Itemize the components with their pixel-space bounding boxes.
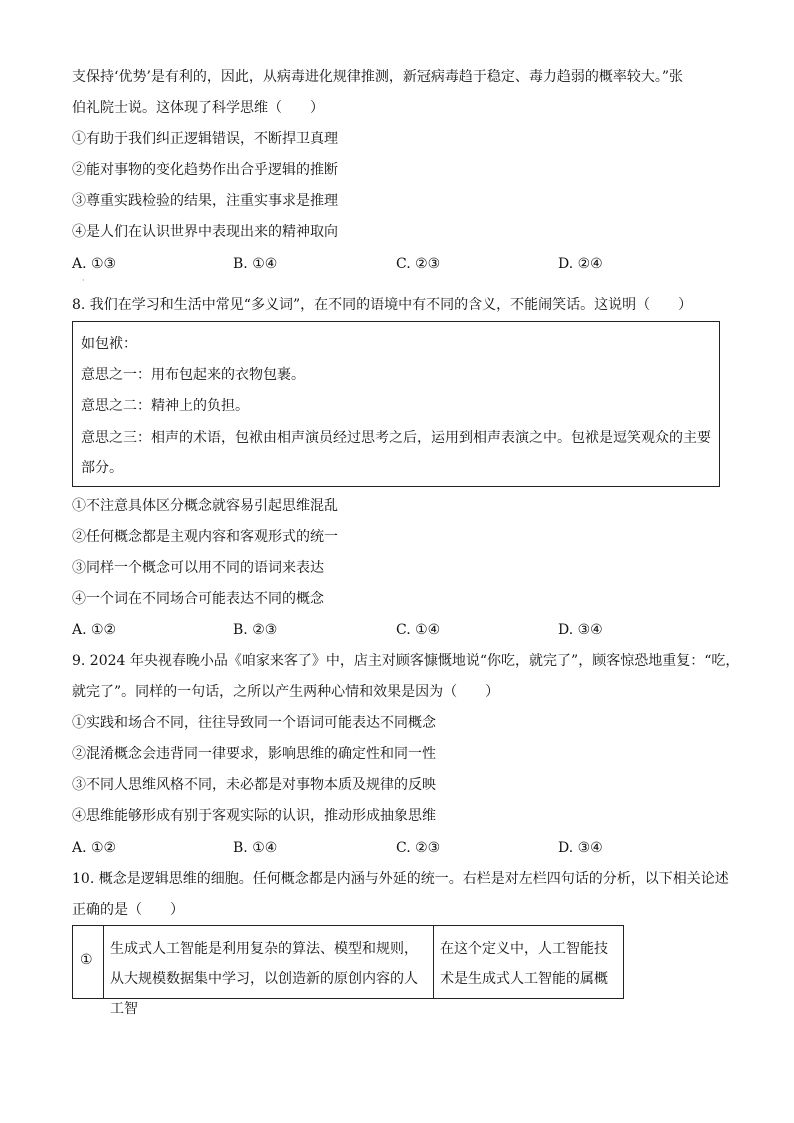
q10-right-text: 在这个定义中，人工智能技术是生成式人工智能的属概 xyxy=(440,941,608,987)
q10-row-number: ① xyxy=(80,952,93,968)
q9-option-b[interactable]: B. ①④ xyxy=(233,840,278,856)
q10-table-number-cell xyxy=(73,926,104,998)
q8-options xyxy=(72,620,712,640)
q10-table-right-cell xyxy=(434,926,623,998)
q8-statement-2: ②任何概念都是主观内容和客观形式的统一 xyxy=(72,529,338,545)
q7-statement-1: ①有助于我们纠正逻辑错误，不断捍卫真理 xyxy=(72,131,338,147)
q8-box-line-1: 如包袱： xyxy=(81,336,137,352)
q7-option-d[interactable]: D. ②④ xyxy=(558,256,603,272)
q9-statement-3: ③不同人思维风格不同，未必都是对事物本质及规律的反映 xyxy=(72,777,436,793)
q8-statement-1: ①不注意具体区分概念就容易引起思维混乱 xyxy=(72,498,338,514)
q7-statement-4: ④是人们在认识世界中表现出来的精神取向 xyxy=(72,224,338,240)
q10-table-left-cell xyxy=(104,926,434,1017)
q8-material-box xyxy=(72,321,720,487)
q9-statement-1: ①实践和场合不同，往往导致同一个语词可能表达不同概念 xyxy=(72,715,436,731)
stray-dot-mark: · xyxy=(82,276,85,285)
q7-statement-2: ②能对事物的变化趋势作出合乎逻辑的推断 xyxy=(72,162,338,178)
q7-options xyxy=(72,254,712,274)
q8-option-c[interactable]: C. ①④ xyxy=(396,622,441,638)
q8-option-d[interactable]: D. ③④ xyxy=(558,622,603,638)
q9-option-c[interactable]: C. ②③ xyxy=(396,840,441,856)
q8-option-a[interactable]: A. ①② xyxy=(72,622,117,638)
q8-option-b[interactable]: B. ②③ xyxy=(233,622,278,638)
q9-statement-2: ②混淆概念会违背同一律要求，影响思维的确定性和同一性 xyxy=(72,746,436,762)
q7-option-c[interactable]: C. ②③ xyxy=(396,256,441,272)
q7-line-1: 支保持‘优势’是有利的，因此，从病毒进化规律推测，新冠病毒趋于稳定、毒力趋弱的概率较大。”张 xyxy=(72,69,684,85)
q7-line-2: 伯礼院士说。这体现了科学思维（ ） xyxy=(72,100,324,116)
q8-statement-3: ③同样一个概念可以用不同的语词来表达 xyxy=(72,560,324,576)
q9-options xyxy=(72,838,712,858)
q8-stem: 8. 我们在学习和生活中常见“多义词”，在不同的语境中有不同的含义，不能闹笑话。这说明（ ） xyxy=(72,297,693,313)
q9-line-1: 9. 2024 年央视春晚小品《咱家来客了》中，店主对顾客慷慨地说“你吃，就完了”，顾客惊恐地重复：“吃， xyxy=(72,653,740,669)
q7-option-a[interactable]: A. ①③ xyxy=(72,256,117,272)
q10-left-text: 生成式人工智能是利用复杂的算法、模型和规则，从大规模数据集中学习，以创造新的原创内容的人工智 xyxy=(110,941,418,1017)
q8-box-line-4: 意思之三：相声的术语，包袱由相声演员经过思考之后，运用到相声表演之中。包袱是逗笑观众的主要部分。 xyxy=(81,430,711,476)
q9-statement-4: ④思维能够形成有别于客观实际的认识，推动形成抽象思维 xyxy=(72,808,436,824)
q9-line-2: 就完了”。同样的一句话，之所以产生两种心情和效果是因为（ ） xyxy=(72,684,500,700)
q8-statement-4: ④一个词在不同场合可能表达不同的概念 xyxy=(72,591,324,607)
q7-option-b[interactable]: B. ①④ xyxy=(233,256,278,272)
q8-box-line-2: 意思之一：用布包起来的衣物包裹。 xyxy=(81,367,305,383)
q10-line-1: 10. 概念是逻辑思维的细胞。任何概念都是内涵与外延的统一。右栏是对左栏四句话的分析，以下相关论述 xyxy=(72,871,729,887)
q9-option-d[interactable]: D. ③④ xyxy=(558,840,603,856)
q10-line-2: 正确的是（ ） xyxy=(72,902,184,918)
q7-statement-3: ③尊重实践检验的结果，注重实事求是推理 xyxy=(72,193,338,209)
q10-analysis-table xyxy=(72,925,624,1017)
q8-box-line-3: 意思之二：精神上的负担。 xyxy=(81,398,249,414)
q9-option-a[interactable]: A. ①② xyxy=(72,840,117,856)
